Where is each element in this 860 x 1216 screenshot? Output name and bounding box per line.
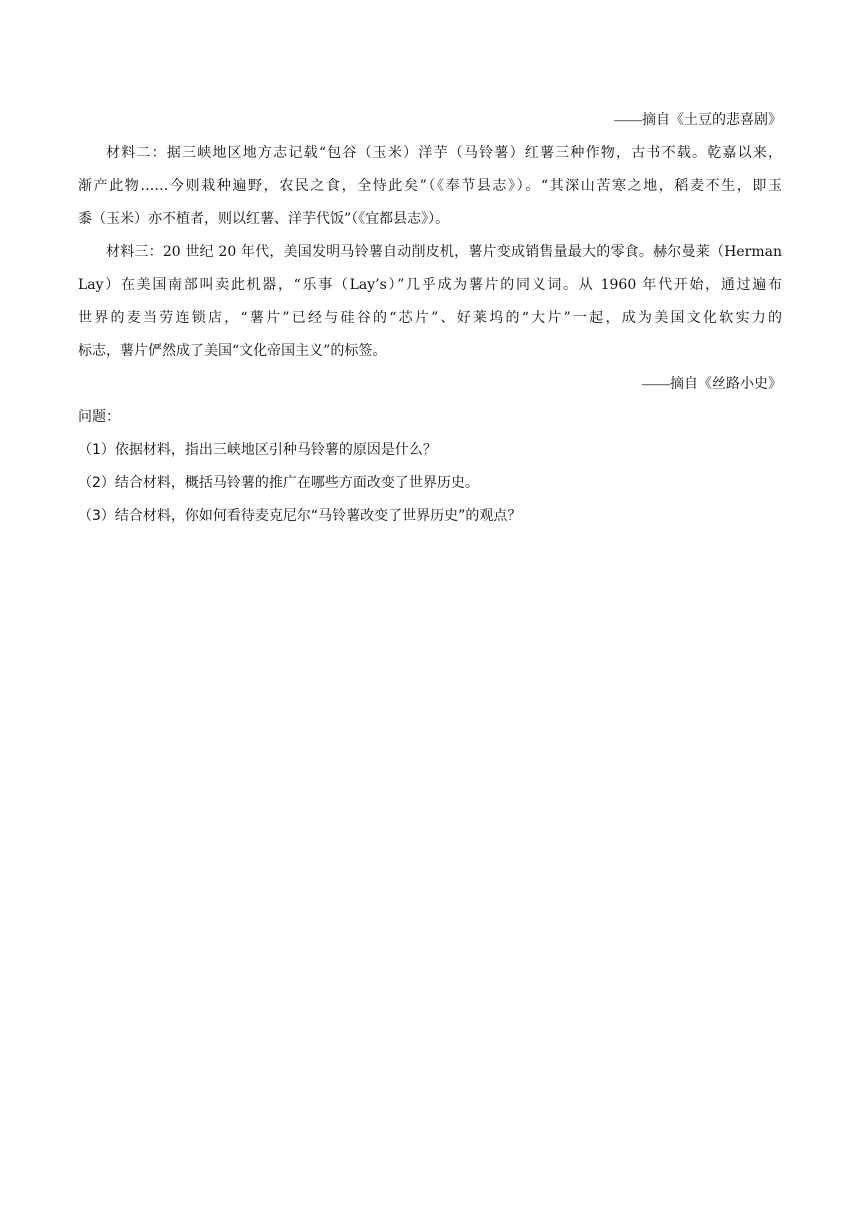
source-citation-2: ——摘自《丝路小史》 [642, 377, 782, 392]
material-3-line: 世界的麦当劳连锁店，“薯片”已经与硅谷的“芯片”、好莱坞的“大片”一起，成为美国文化软实力的 [78, 310, 782, 326]
document-page [78, 104, 782, 533]
material-3-line: Lay）在美国南部叫卖此机器，“乐事（Lay’s）”几乎成为薯片的同义词。从 1960 年代开始，通过遍布 [78, 277, 782, 293]
material-3-paragraph [78, 236, 782, 368]
material-3-line: 标志，薯片俨然成了美国“文化帝国主义”的标签。 [78, 343, 387, 359]
questions-heading: 问题： [78, 409, 120, 425]
material-2-line: 黍（玉米）亦不植者，则以红薯、洋芋代饭”（《宜都县志》）。 [78, 211, 450, 227]
material-3-line: 材料三：20 世纪 20 年代，美国发明马铃薯自动削皮机，薯片变成销售量最大的零食。赫尔曼莱（Herman [106, 244, 782, 260]
material-2-paragraph [78, 137, 782, 236]
material-2-line: 材料二：据三峡地区地方志记载“包谷（玉米）洋芋（马铃薯）红薯三种作物，古书不载。乾嘉以来， [106, 145, 782, 161]
source-citation-1: ——摘自《土豆的悲喜剧》 [614, 113, 782, 128]
question-item-1: （1）依据材料，指出三峡地区引种马铃薯的原因是什么？ [78, 442, 437, 458]
question-item-2: （2）结合材料，概括马铃薯的推广在哪些方面改变了世界历史。 [78, 475, 479, 491]
material-2-line: 渐产此物……今则栽种遍野，农民之食，全恃此矣”（《奉节县志》）。“其深山苦寒之地，稻麦不生，即玉 [78, 178, 782, 194]
question-item-3: （3）结合材料，你如何看待麦克尼尔“马铃薯改变了世界历史”的观点？ [78, 508, 522, 524]
